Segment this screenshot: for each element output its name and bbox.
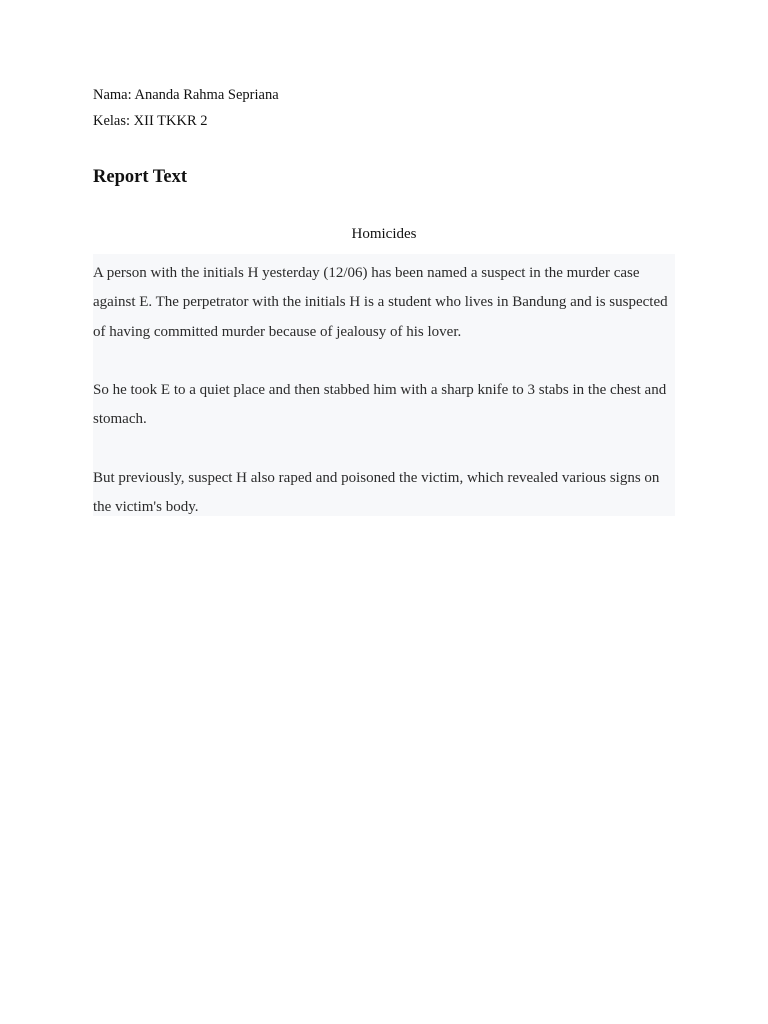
body-paragraph-3: But previously, suspect H also raped and poisoned the victim, which revealed various signs on the victim's body. (93, 470, 660, 516)
student-class-line (93, 112, 208, 130)
paragraph-spacer (93, 347, 675, 376)
class-value: XII TKKR 2 (133, 113, 208, 129)
student-name-line (93, 86, 279, 104)
paragraph-spacer (93, 435, 675, 464)
name-value: Ananda Rahma Sepriana (134, 87, 279, 103)
class-label: Kelas: (93, 113, 131, 129)
report-body (93, 254, 675, 516)
body-paragraph-1: A person with the initials H yesterday (12/06) has been named a suspect in the murder case against E. The perpetrator with the initials H is a student who lives in Bandung and is suspected of having committed murder because of jealousy of his lover. (93, 265, 668, 340)
body-paragraph-2: So he took E to a quiet place and then stabbed him with a sharp knife to 3 stabs in the chest and stomach. (93, 382, 667, 428)
report-title: Homicides (351, 226, 417, 242)
name-label: Nama: (93, 87, 132, 103)
document-heading: Report Text (93, 167, 188, 187)
